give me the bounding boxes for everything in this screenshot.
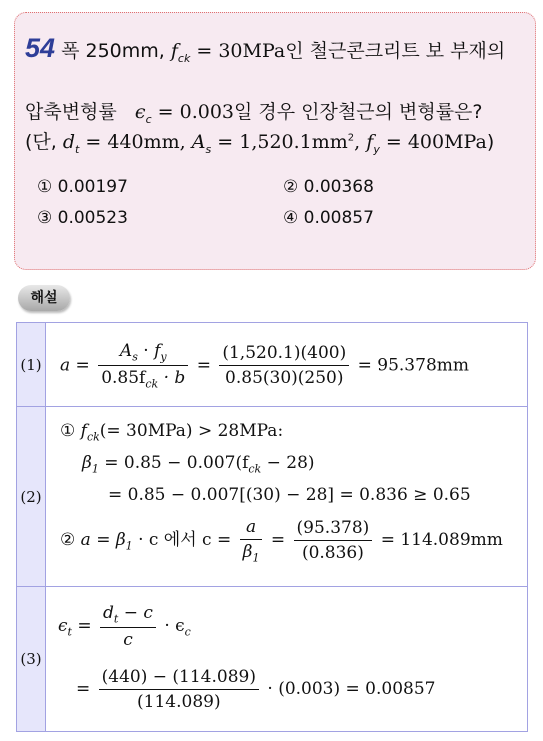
den-text: · b — [158, 368, 186, 389]
fy-symbol: f — [366, 131, 374, 153]
subscript: c — [184, 625, 191, 639]
question-line-3 — [25, 127, 494, 156]
ec-value: = 0.003 — [157, 101, 235, 123]
num-symbol: f — [154, 341, 161, 361]
numerator: a — [240, 517, 263, 540]
row-body — [46, 587, 528, 732]
fck-subscript: ck — [177, 51, 191, 65]
question-number: 54 — [25, 33, 56, 63]
option-2[interactable]: ② 0.00368 — [283, 177, 374, 197]
question-text: 폭 250mm, — [61, 40, 165, 62]
text: a = β — [80, 530, 126, 551]
option-3[interactable]: ③ 0.00523 — [37, 208, 128, 228]
ec-symbol: ϵ — [134, 101, 146, 123]
question-box — [14, 12, 536, 270]
equals: = — [76, 679, 91, 699]
equation-line: = 0.85 − 0.007[(30) − 28] = 0.836 ≥ 0.65 — [108, 485, 471, 505]
as-symbol: A — [191, 131, 206, 153]
equation-line — [60, 517, 503, 564]
solution-table — [16, 322, 528, 732]
option-4[interactable]: ④ 0.00857 — [283, 208, 374, 228]
subscript: 1 — [91, 462, 99, 476]
question-text: 압축변형률 — [25, 101, 117, 123]
circle-number: ① — [60, 421, 76, 441]
fraction — [294, 518, 373, 563]
num-symbol: A — [119, 341, 133, 361]
text: · c 에서 c = — [132, 530, 232, 551]
as-superscript: 2 — [347, 132, 355, 144]
dt-subscript: t — [75, 142, 80, 156]
result: · (0.003) = 0.00857 — [267, 679, 436, 699]
symbol: β — [82, 453, 92, 473]
denominator: (0.836) — [301, 543, 364, 564]
subscript: ck — [248, 462, 262, 476]
subscript: t — [67, 625, 72, 639]
equation-a — [60, 341, 469, 391]
question-line-2 — [25, 97, 482, 126]
solution-row-2 — [17, 407, 528, 587]
row-label: (2) — [17, 407, 46, 587]
solution-row-3 — [17, 587, 528, 732]
row-label: (1) — [17, 323, 46, 407]
numerator: − c — [118, 603, 153, 623]
symbol: ϵ — [58, 616, 68, 637]
denominator: 0.85(30)(250) — [225, 368, 344, 389]
denominator: c — [123, 630, 133, 651]
equation-line — [60, 421, 283, 443]
subscript: t — [113, 612, 119, 626]
equation-line — [82, 453, 315, 475]
denominator: β — [242, 542, 253, 562]
solution-badge: 해설 — [18, 285, 70, 311]
fck-symbol: f — [170, 40, 178, 62]
fy-value: = 400MPa — [385, 131, 487, 153]
question-text: 일 경우 인장철근의 변형률은? — [234, 101, 483, 123]
ec-subscript: c — [145, 112, 152, 126]
fraction — [99, 667, 259, 712]
eq-lhs: a = — [60, 355, 90, 376]
question-text: (단, — [25, 131, 57, 153]
fraction — [240, 517, 263, 564]
dt-value: = 440mm, — [85, 131, 186, 153]
fraction — [100, 603, 156, 650]
num-subscript: s — [132, 350, 138, 364]
result: = 95.378mm — [357, 355, 469, 376]
question-text: 인 철근콘크리트 보 부재의 — [285, 40, 506, 62]
fraction — [98, 341, 188, 391]
text: (= 30MPa) > 28MPa: — [99, 421, 284, 441]
subscript: 1 — [125, 539, 133, 553]
fck-value: = 30MPa — [196, 40, 286, 62]
numerator: (440) − (114.089) — [99, 667, 259, 690]
text: · ϵ — [164, 616, 185, 637]
dt-symbol: d — [62, 131, 76, 153]
text: − 28) — [261, 453, 315, 473]
subscript: 1 — [252, 551, 260, 565]
question-line-1 — [25, 33, 505, 65]
question-text: ) — [486, 131, 495, 153]
circle-number: ② — [60, 530, 76, 551]
equals: = — [270, 530, 286, 551]
den-text: 0.85f — [101, 368, 146, 389]
denominator: (114.089) — [137, 692, 221, 712]
result: = 114.089mm — [380, 530, 503, 551]
numerator: (95.378) — [294, 518, 373, 541]
numerator: d — [103, 603, 114, 623]
equals: = — [71, 616, 92, 637]
solution-row-1 — [17, 323, 528, 407]
equation-line — [58, 603, 191, 650]
fy-subscript: y — [373, 142, 380, 156]
text: = 0.85 − 0.007(f — [98, 453, 249, 473]
den-subscript: ck — [145, 377, 159, 391]
dot: · — [137, 341, 155, 361]
subscript: ck — [86, 430, 100, 444]
row-body — [46, 323, 528, 407]
as-value: = 1,520.1mm — [217, 131, 348, 153]
symbol: f — [80, 421, 87, 441]
option-1[interactable]: ① 0.00197 — [37, 177, 128, 197]
row-label: (3) — [17, 587, 46, 732]
row-body — [46, 407, 528, 587]
equation-line — [76, 667, 435, 712]
num-subscript: y — [160, 350, 167, 364]
as-subscript: s — [205, 142, 212, 156]
fraction — [219, 343, 349, 388]
comma: , — [354, 131, 361, 153]
equals: = — [196, 355, 211, 376]
numerator: (1,520.1)(400) — [219, 343, 349, 366]
